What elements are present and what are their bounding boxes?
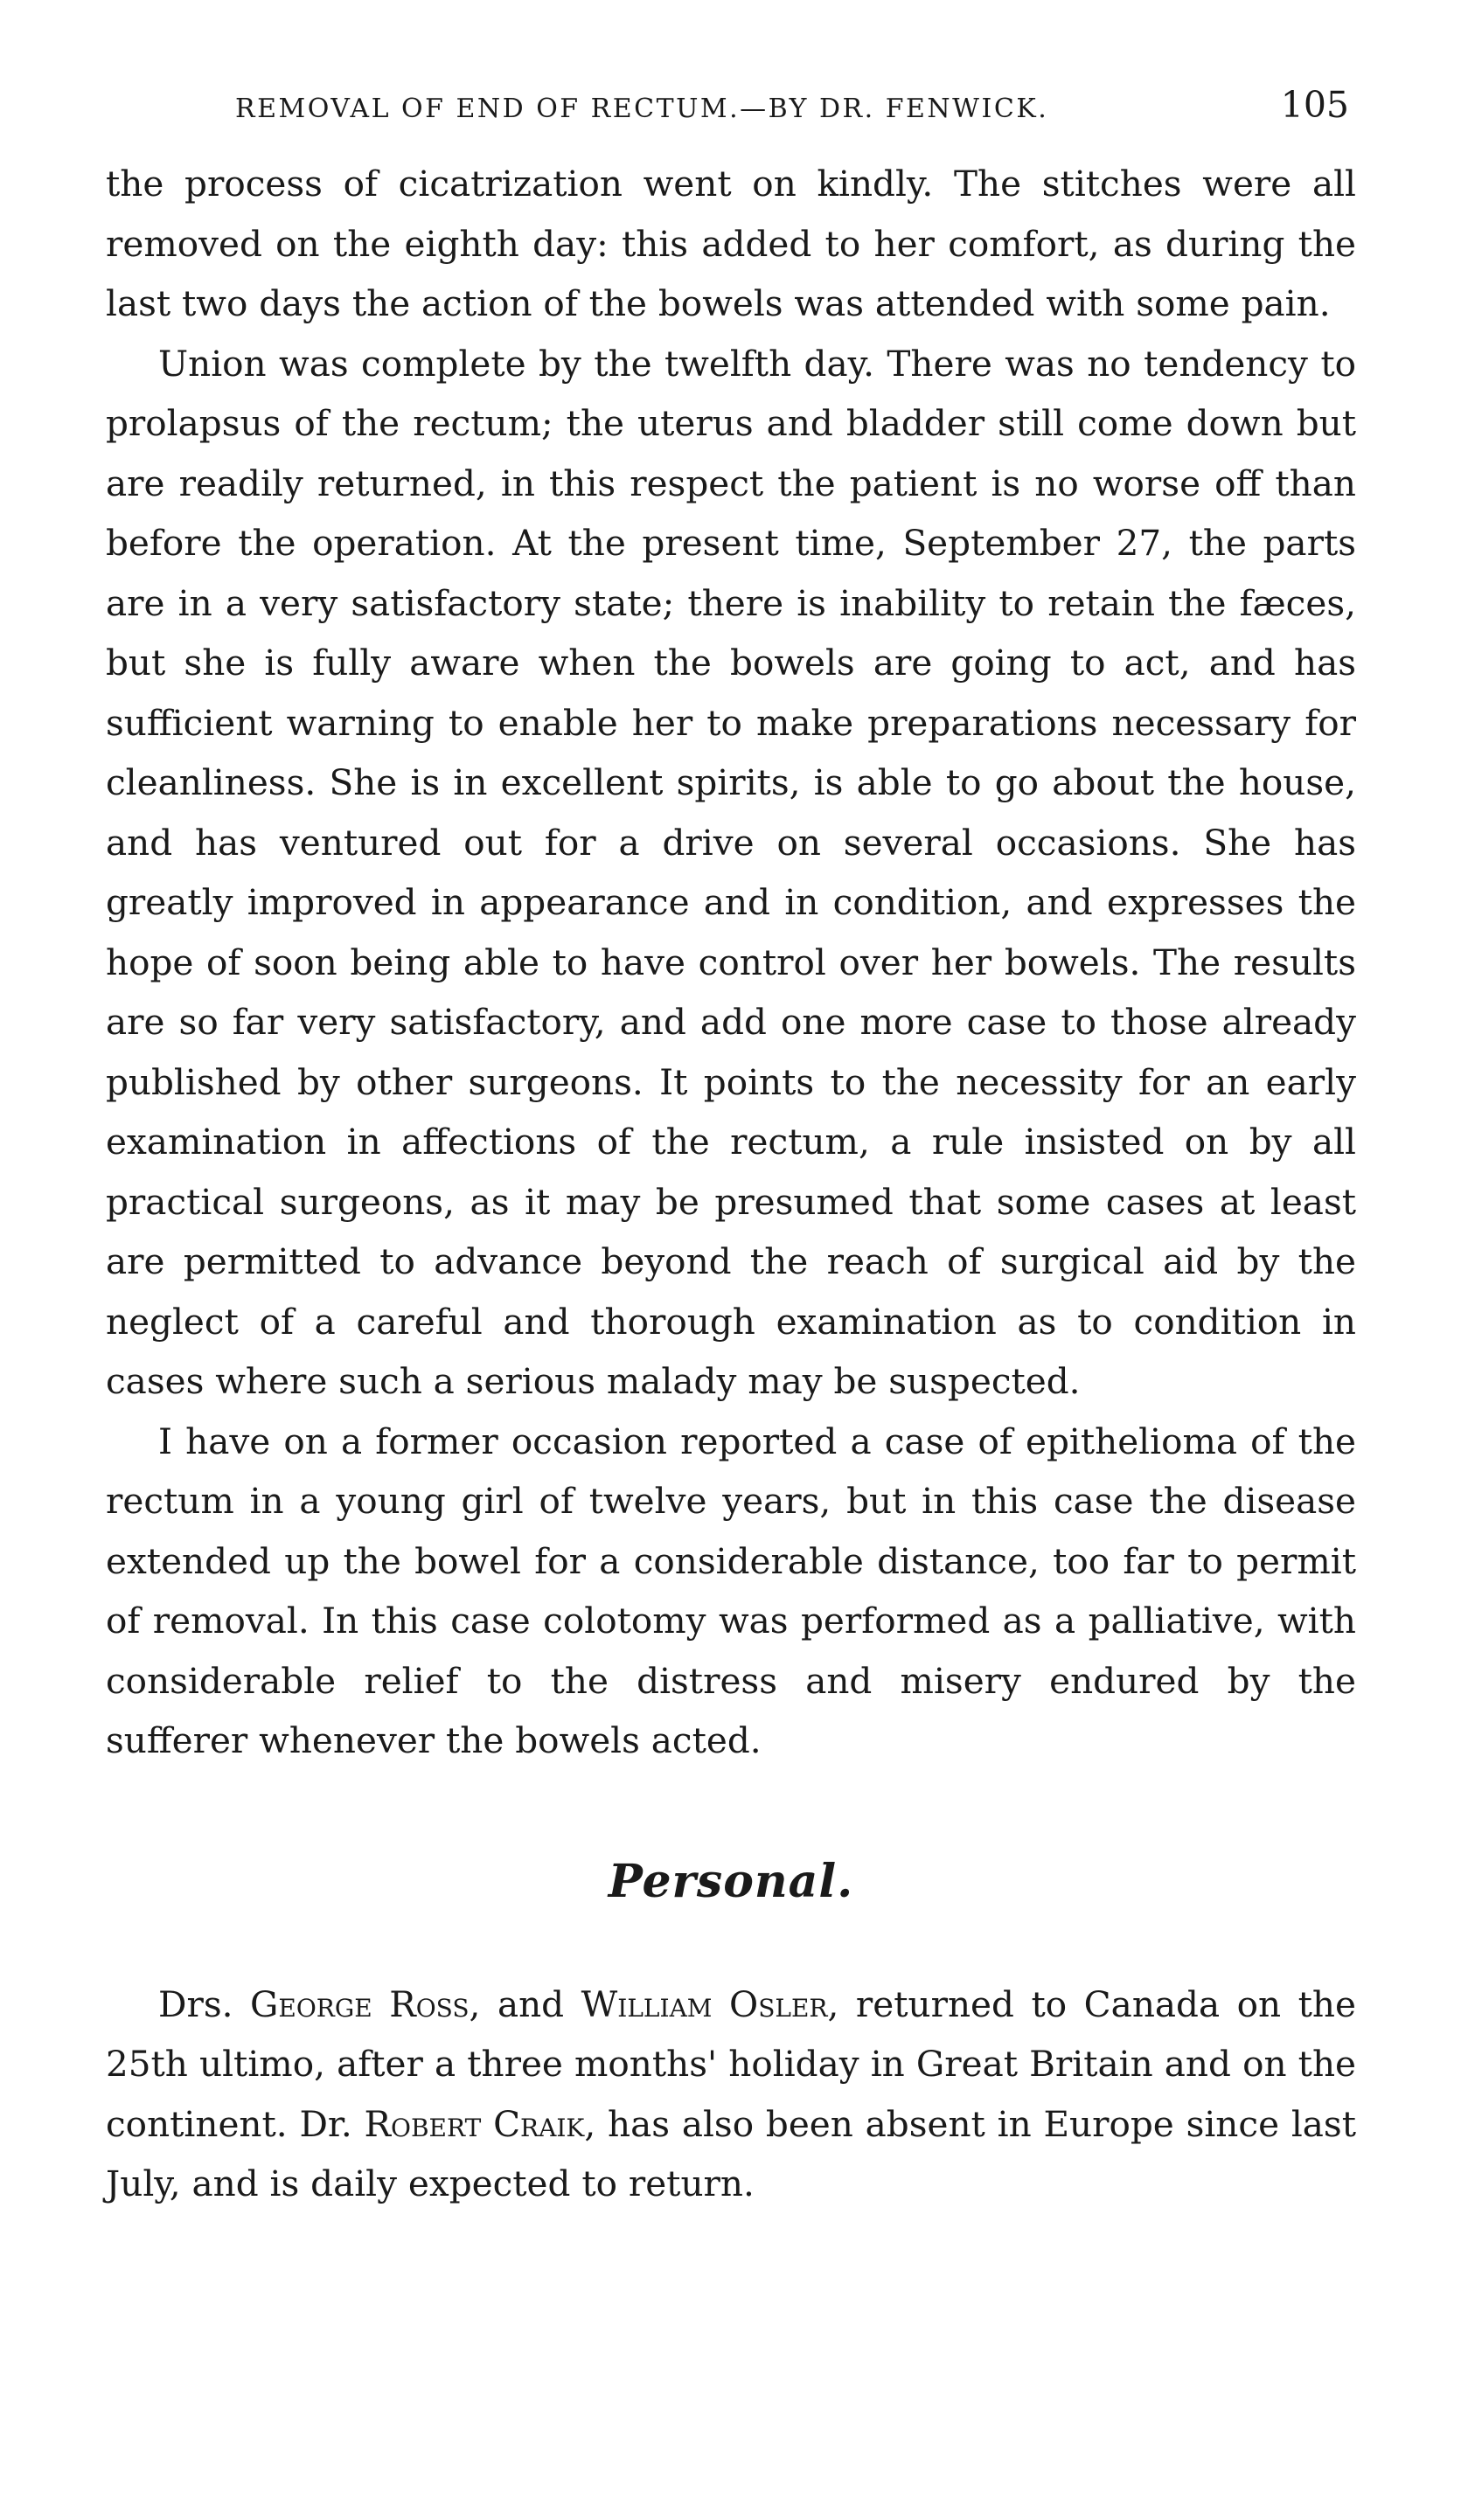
paragraph-epithelioma: I have on a former occasion reported a case of epithelioma of the rectum in a young girl of twelve years, but in this case the disease extended up the bowel for a considerable distance, too far to permit of removal. In this case colotomy was performed as a palliative, with considerable relief to the distress and misery endured by the sufferer whenever the bowels acted. bbox=[106, 1420, 1356, 1761]
personal-text: Drs. bbox=[158, 1982, 251, 2025]
person-name: William Osler bbox=[581, 1982, 828, 2025]
personal-text: , has also been absent in Europe since last July, and is daily expected to return. bbox=[106, 2102, 1356, 2204]
paragraph-continued: the process of cicatrization went on kindly. The stitches were all removed on the eighth day: this added to her comfort, as during the last two days the action of the bowels was attended with some pain. bbox=[106, 163, 1356, 324]
paragraph-union: Union was complete by the twelfth day. There was no tendency to prolapsus of the rectum; the uterus and bladder still come down but are readily returned, in this respect the patient is no worse off than before the operation. At the present time, September 27, the parts are in a very satisfactory state; there is inability to retain the fæces, but she is fully aware when the bowels are going to act, and has sufficient warning to enable her to make preparations necessary for cleanliness. She is in excellent spirits, is able to go about the house, and has ventured out for a drive on several occasions. She has greatly improved in appearance and in condition, and expresses the hope of soon being able to have control over her bowels. The results are so far very satisfactory, and add one more case to those already published by other surgeons. It points to the necessity for an early examination in affections of the rectum, a rule insisted on by all practical surgeons, as it may be presumed that some cases at least are permitted to advance beyond the reach of surgical aid by the neglect of a careful and thorough examination as to condition in cases where such a serious malady may be suspected. bbox=[106, 342, 1356, 1402]
page-number: 105 bbox=[1280, 84, 1349, 126]
personal-text: , and bbox=[469, 1982, 581, 2025]
section-heading-personal: Personal. bbox=[608, 1854, 854, 1908]
person-name: Robert Craik bbox=[364, 2102, 585, 2145]
paragraph-personal bbox=[106, 1975, 1356, 2214]
running-title: REMOVAL OF END OF RECTUM.—BY DR. FENWICK. bbox=[235, 94, 1049, 124]
person-name: George Ross bbox=[250, 1982, 470, 2025]
running-head bbox=[106, 84, 1356, 154]
document-page bbox=[106, 84, 1356, 2214]
personal-text: , returned to Canada on the 25th ultimo, after a three months' holiday in Great Britain and on the continent. Dr. bbox=[106, 1982, 1356, 2145]
